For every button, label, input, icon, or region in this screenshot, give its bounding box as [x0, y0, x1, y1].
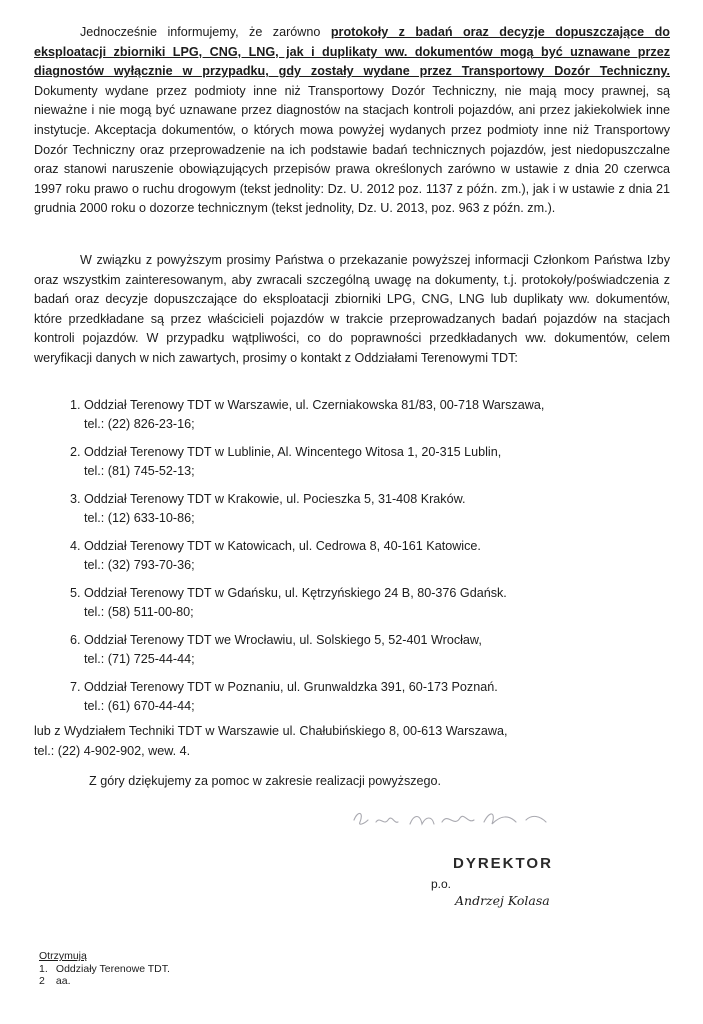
- signatory-po: p.o.: [431, 877, 452, 891]
- office-address: 3. Oddział Terenowy TDT w Krakowie, ul. Pocieszka 5, 31-408 Kraków.: [70, 492, 466, 506]
- thanks-line: Z góry dziękujemy za pomoc w zakresie realizacji powyższego.: [89, 774, 442, 788]
- list-item: [70, 586, 670, 633]
- list-item: [70, 398, 670, 445]
- request-text: W związku z powyższym prosimy Państwa o przekazanie powyższej informacji Członkom Państwa Izby oraz wszystkim zainteresowanym, aby zwracali szczególną uwagę na dokumenty, t.j. protokoły/poświadczenia z badań oraz decyzje dopuszczające do eksploatacji zbiorniki LPG, CNG, LNG lub duplikaty ww. dokumentów, które przedkładane są przez właścicieli pojazdów w trakcie przeprowadzanych badań pojazdów na stacjach kontroli pojazdów. W przypadku wątpliwości, co do poprawności przedkładanych ww. dokumentów, celem weryfikacji danych w nich zawartych, prosimy o kontakt z Oddziałami Terenowymi TDT:: [34, 253, 670, 365]
- office-phone: tel.: (12) 633-10-86;: [84, 511, 195, 525]
- list-item: [70, 539, 670, 586]
- list-item: [70, 445, 670, 492]
- recipient-item: [39, 975, 170, 988]
- office-phone: tel.: (71) 725-44-44;: [84, 652, 195, 666]
- handwritten-signature: [350, 806, 560, 836]
- contact-block: [34, 722, 508, 761]
- office-list: [70, 398, 670, 727]
- paragraph-request: [34, 251, 670, 369]
- notice-lead: Jednocześnie informujemy, że zarówno: [80, 25, 331, 39]
- list-item: [70, 492, 670, 539]
- recipient-text: aa.: [55, 975, 71, 987]
- office-address: 4. Oddział Terenowy TDT w Katowicach, ul. Cedrowa 8, 40-161 Katowice.: [70, 539, 481, 553]
- office-phone: tel.: (58) 511-00-80;: [84, 605, 194, 619]
- office-address: 1. Oddział Terenowy TDT w Warszawie, ul. Czerniakowska 81/83, 00-718 Warszawa,: [70, 398, 545, 412]
- recipients-block: [39, 950, 170, 988]
- office-phone: tel.: (22) 826-23-16;: [84, 417, 195, 431]
- recipient-number: 2: [39, 975, 45, 987]
- office-address: 6. Oddział Terenowy TDT we Wrocławiu, ul. Solskiego 5, 52-401 Wrocław,: [70, 633, 482, 647]
- notice-emphasis: protokoły z badań oraz decyzje dopuszczające do eksploatacji zbiorniki LPG, CNG, LNG, jak i duplikaty ww. dokumentów mogą być uznawane przez diagnostów wyłącznie w przypadku, gdy zostały wydane przez Transportowy Dozór Techniczny.: [34, 25, 670, 79]
- list-item: [70, 680, 670, 727]
- office-address: 5. Oddział Terenowy TDT w Gdańsku, ul. Kętrzyńskiego 24 B, 80-376 Gdańsk.: [70, 586, 507, 600]
- office-address: 7. Oddział Terenowy TDT w Poznaniu, ul. Grunwaldzka 391, 60-173 Poznań.: [70, 680, 498, 694]
- signatory-title: DYREKTOR: [453, 855, 553, 872]
- recipients-title: Otrzymują: [39, 950, 87, 962]
- office-phone: tel.: (61) 670-44-44;: [84, 699, 195, 713]
- signatory-name: Andrzej Kolasa: [455, 893, 550, 908]
- office-address: 2. Oddział Terenowy TDT w Lublinie, Al. Wincentego Witosa 1, 20-315 Lublin,: [70, 445, 502, 459]
- list-item: [70, 633, 670, 680]
- contact-line-2: tel.: (22) 4-902-902, wew. 4.: [34, 743, 191, 758]
- contact-line-1: lub z Wydziałem Techniki TDT w Warszawie ul. Chałubińskiego 8, 00-613 Warszawa,: [34, 724, 508, 738]
- paragraph-notice: [34, 23, 670, 219]
- recipient-item: [39, 963, 170, 976]
- office-phone: tel.: (81) 745-52-13;: [84, 464, 195, 478]
- office-phone: tel.: (32) 793-70-36;: [84, 558, 195, 572]
- notice-rest: Dokumenty wydane przez podmioty inne niż Transportowy Dozór Techniczny, nie mają mocy prawnej, są nieważne i nie mogą być uznawane przez diagnostów na stacjach kontroli pojazdów, ani przez jakiekolwiek inne instytucje. Akceptacja dokumentów, o których mowa powyżej wydanych przez podmioty inne niż Transportowy Dozór Techniczny oraz przeprowadzenie na ich podstawie badań technicznych pojazdów, jest niedopuszczalne oraz stanowi naruszenie obowiązujących przepisów prawa określonych zarówno w ustawie z dnia 20 czerwca 1997 roku prawo o ruchu drogowym (tekst jednolity: Dz. U. 2012 poz. 1137 z późn. zm.), jak i w ustawie z dnia 21 grudnia 2000 roku o dozorze technicznym (tekst jednolity, Dz. U. 2013, poz. 963 z późn. zm.).: [34, 83, 670, 216]
- recipient-number: 1.: [39, 962, 48, 975]
- recipient-text: Oddziały Terenowe TDT.: [55, 962, 170, 975]
